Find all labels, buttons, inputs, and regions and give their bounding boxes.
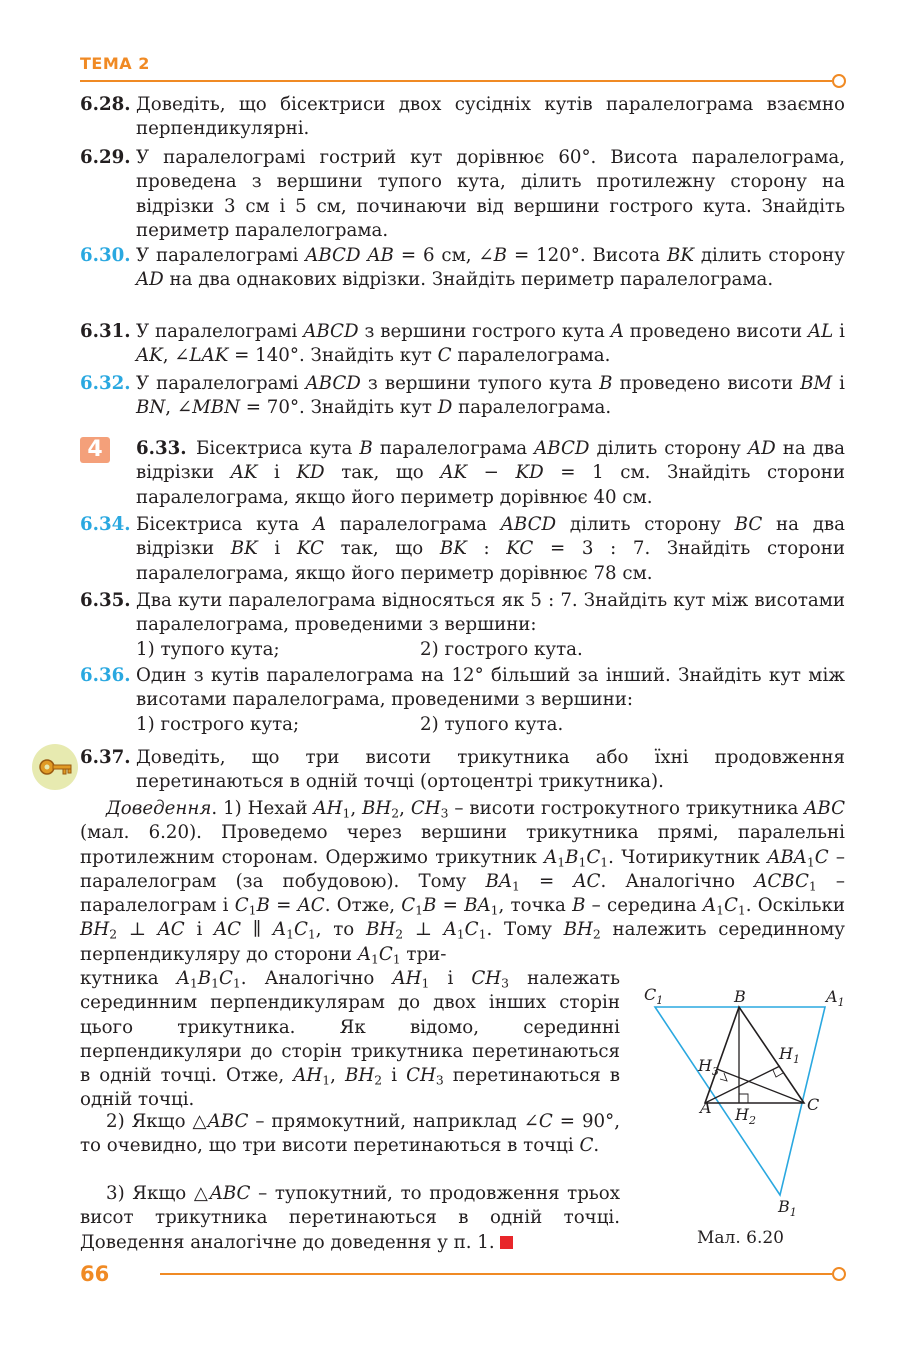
footer-rule-end-icon [832,1267,846,1281]
problem-6-34: 6.34. Бісектриса кута A паралелограма ABCD ділить сторону BC на два відрізки BK і KC так, що BK : KC = 3 : 7. Знайдіть сторони паралелограма, якщо його периметр дорівнює 78 см. [80,514,845,584]
proof-paragraph: Доведення. 1) Нехай $AH_1$, $BH_2$, $CH_3$ – висоти гострокутного трикутника ABC (мал. 6.20). Проведемо через вершини трикутника прямі, паралельні протилежним сторонам. Одержимо трикутник $A_1B_1C_1$. Чотирикутник $ABA_1C$ – паралелограм (за побудовою). Тому $BA_1$ = AC. Аналогічно $ACBC_1$ – паралелограм і $C_1B$ = AC. Отже, $C_1B = BA_1$, точка B – середина $A_1C_1$. Оскільки $BH_2$ ⊥ AC і AC ∥ $A_1C_1$, то $BH_2$ ⊥ $A_1C_1$. Тому $BH_2$ належить серединному перпендикуляру до сторони $A_1C_1$ три- [80,798,846,967]
section-header: ТЕМА 2 [80,54,150,73]
problem-6-29: 6.29. У паралелограмі гострий кут дорівнює 60°. Висота паралелограма, проведена з вершини тупого кута, ділить протилежну сторону на відрізки 3 см і 5 см, починаючи від вершини гострого кута. Знайдіть периметр паралелограма. [80,147,845,241]
label-a: A [700,1098,712,1117]
problem-number: 6.29. [80,147,131,168]
proof-case-2: 2) Якщо △ABC – прямокутний, наприклад ∠C = 90°, то очевидно, що три висоти перетинаються в точці C. [80,1111,620,1157]
page-number: 66 [80,1262,110,1286]
option-2: 2) тупого кута. [420,713,564,735]
option-2: 2) гострого кута. [420,638,583,660]
problem-number: 6.33. [136,438,187,459]
problem-number: 6.35. [80,590,131,611]
problem-number: 6.34. [80,514,131,535]
label-h1: $H_1$ [779,1044,800,1066]
proof-case-3: 3) Якщо △ABC – тупокутний, то продовження трьох висот трикутника перетинаються в одній точці. Доведення аналогічне до доведення у п. 1. [80,1183,620,1253]
problem-number: 6.31. [80,321,131,342]
problem-number: 6.30. [80,245,131,266]
label-b: B [734,987,746,1006]
problem-number: 6.32. [80,373,131,394]
problem-6-36: 6.36. Один з кутів паралелограма на 12° більший за інший. Знайдіть кут між висотами паралелограма, проведеними з вершини: 1) гострого кута; 2) тупого кута. [80,664,845,737]
option-1: 1) гострого кута; [136,713,300,735]
label-c1: $C_1$ [644,985,664,1007]
problem-6-35: 6.35. Два кути паралелограма відносяться як 5 : 7. Знайдіть кут між висотами паралелограма, проведеними з вершини: 1) тупого кута; 2) гострого кута. [80,589,845,662]
key-icon [32,744,78,790]
problem-6-28: 6.28. Доведіть, що бісектриси двох сусідніх кутів паралелограма взаємно перпендикулярні. [80,94,845,140]
label-h2: $H_2$ [735,1105,756,1127]
header-rule-end-icon [832,74,846,88]
option-1: 1) тупого кута; [136,638,280,660]
figure-6-20 [640,980,860,1220]
problem-6-31: 6.31. У паралелограмі ABCD з вершини гострого кута A проведено висоти AL і AK, ∠LAK = 140°. Знайдіть кут C паралелограма. [80,321,845,367]
label-b1: $B_1$ [778,1197,797,1219]
problem-number: 6.37. [80,747,131,768]
problem-6-30: 6.30. У паралелограмі ABCD AB = 6 см, ∠B = 120°. Висота BK ділить сторону AD на два однакових відрізки. Знайдіть периметр паралелограма. [80,245,845,291]
end-of-proof-icon [500,1236,513,1249]
figure-caption: Мал. 6.20 [697,1228,785,1248]
level-4-badge: 4 [80,437,110,463]
proof-paragraph-continued: кутника $A_1B_1C_1$. Аналогічно $AH_1$ і $CH_3$ належать серединним перпендикулярам до двох інших сторін цього трикутника. Як відомо, серединні перпендикуляри до сторін трикутника перетинаються в одній точці. Отже, $AH_1$, $BH_2$ і $CH_3$ перетинаються в одній точці. [80,968,620,1111]
problem-number: 6.36. [80,665,131,686]
label-c: C [807,1095,820,1114]
label-h3: $H_3$ [698,1056,719,1078]
altitude-c-h3 [717,1069,804,1103]
header-rule [80,80,832,82]
label-a1: $A_1$ [826,987,845,1009]
problem-6-37: 6.37. Доведіть, що три висоти трикутника або їхні продовження перетинаються в одній точці (ортоцентрі трикутника). [80,747,845,793]
problem-6-32: 6.32. У паралелограмі ABCD з вершини тупого кута B проведено висоти BM і BN, ∠MBN = 70°. Знайдіть кут D паралелограма. [80,373,845,419]
problem-number: 6.28. [80,94,131,115]
problem-6-33: 6.33. Бісектриса кута B паралелограма ABCD ділить сторону AD на два відрізки AK і KD так, що AK − KD = 1 см. Знайдіть сторони паралелограма, якщо його периметр дорівнює 40 см. [136,438,846,508]
footer-rule [160,1273,832,1275]
